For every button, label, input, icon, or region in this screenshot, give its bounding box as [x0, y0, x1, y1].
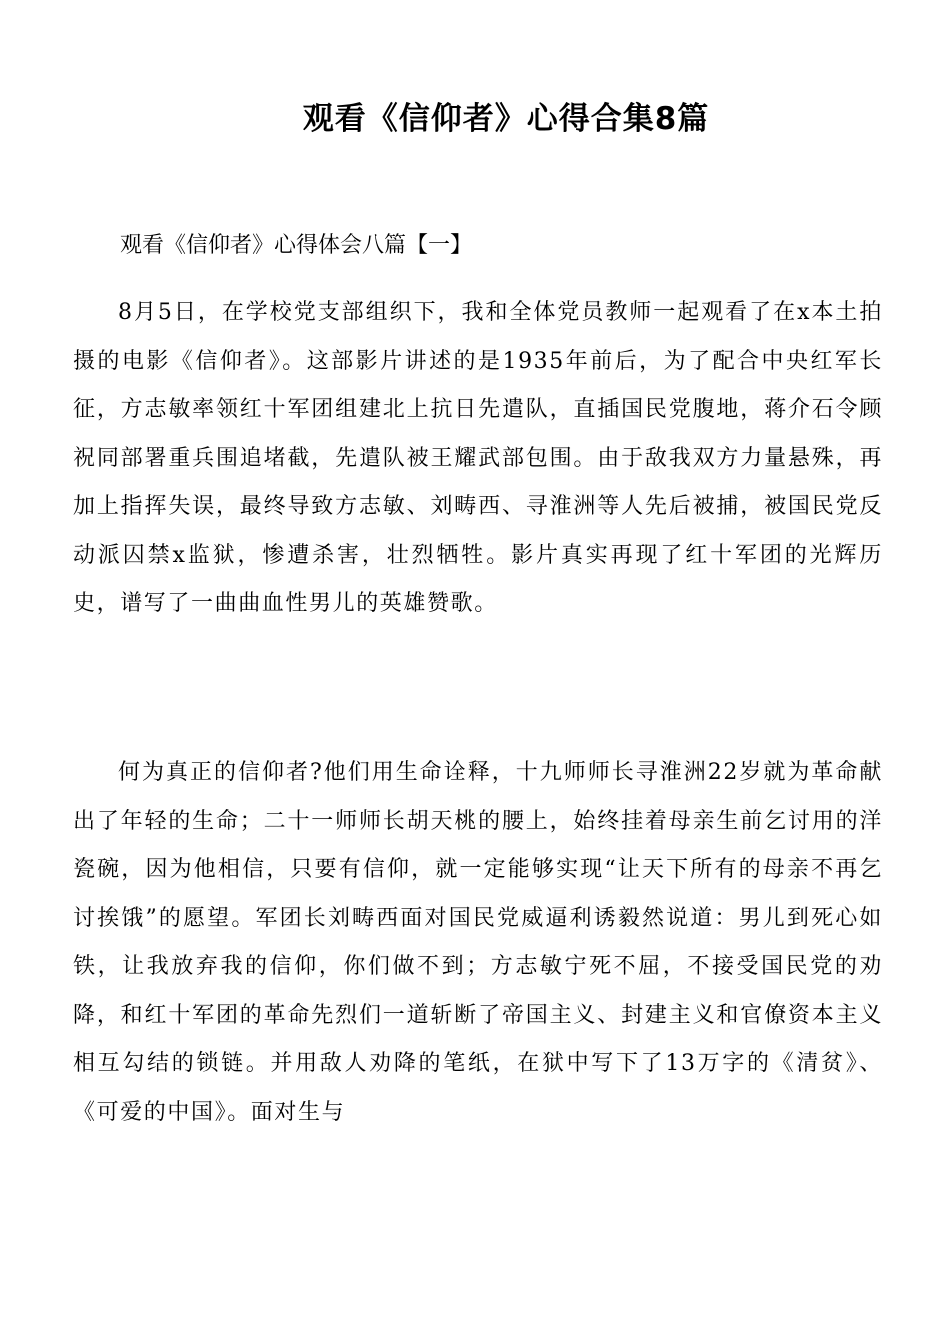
section-heading: 观看《信仰者》心得体会八篇【一】 [120, 233, 473, 258]
paragraph-1: 8月5日，在学校党支部组织下，我和全体党员教师一起观看了在x本土拍摄的电影《信仰者》。这部影片讲述的是1935年前后，为了配合中央红军长征，方志敏率领红十军团组建北上抗日先遣队，直插国民党腹地，蒋介石令顾祝同部署重兵围追堵截，先遣队被王耀武部包围。由于敌我双方力量悬殊，再加上指挥失误，最终导致方志敏、刘畴西、寻淮洲等人先后被捕，被国民党反动派囚禁x监狱，惨遭杀害，壮烈牺牲。影片真实再现了红十军团的光辉历史，谱写了一曲曲血性男儿的英雄赞歌。 [73, 300, 883, 616]
paragraph-2: 何为真正的信仰者?他们用生命诠释，十九师师长寻淮洲22岁就为革命献出了年轻的生命；二十一师师长胡天桃的腰上，始终挂着母亲生前乞讨用的洋瓷碗，因为他相信，只要有信仰，就一定能够实现“让天下所有的母亲不再乞讨挨饿”的愿望。军团长刘畴西面对国民党威逼利诱毅然说道：男儿到死心如铁，让我放弃我的信仰，你们做不到；方志敏宁死不屈，不接受国民党的劝降，和红十军团的革命先烈们一道斩断了帝国主义、封建主义和官僚资本主义相互勾结的锁链。并用敌人劝降的笔纸，在狱中写下了13万字的《清贫》、《可爱的中国》。面对生与 [73, 760, 883, 1125]
document-title: 观看《信仰者》心得合集8篇 [302, 101, 710, 137]
